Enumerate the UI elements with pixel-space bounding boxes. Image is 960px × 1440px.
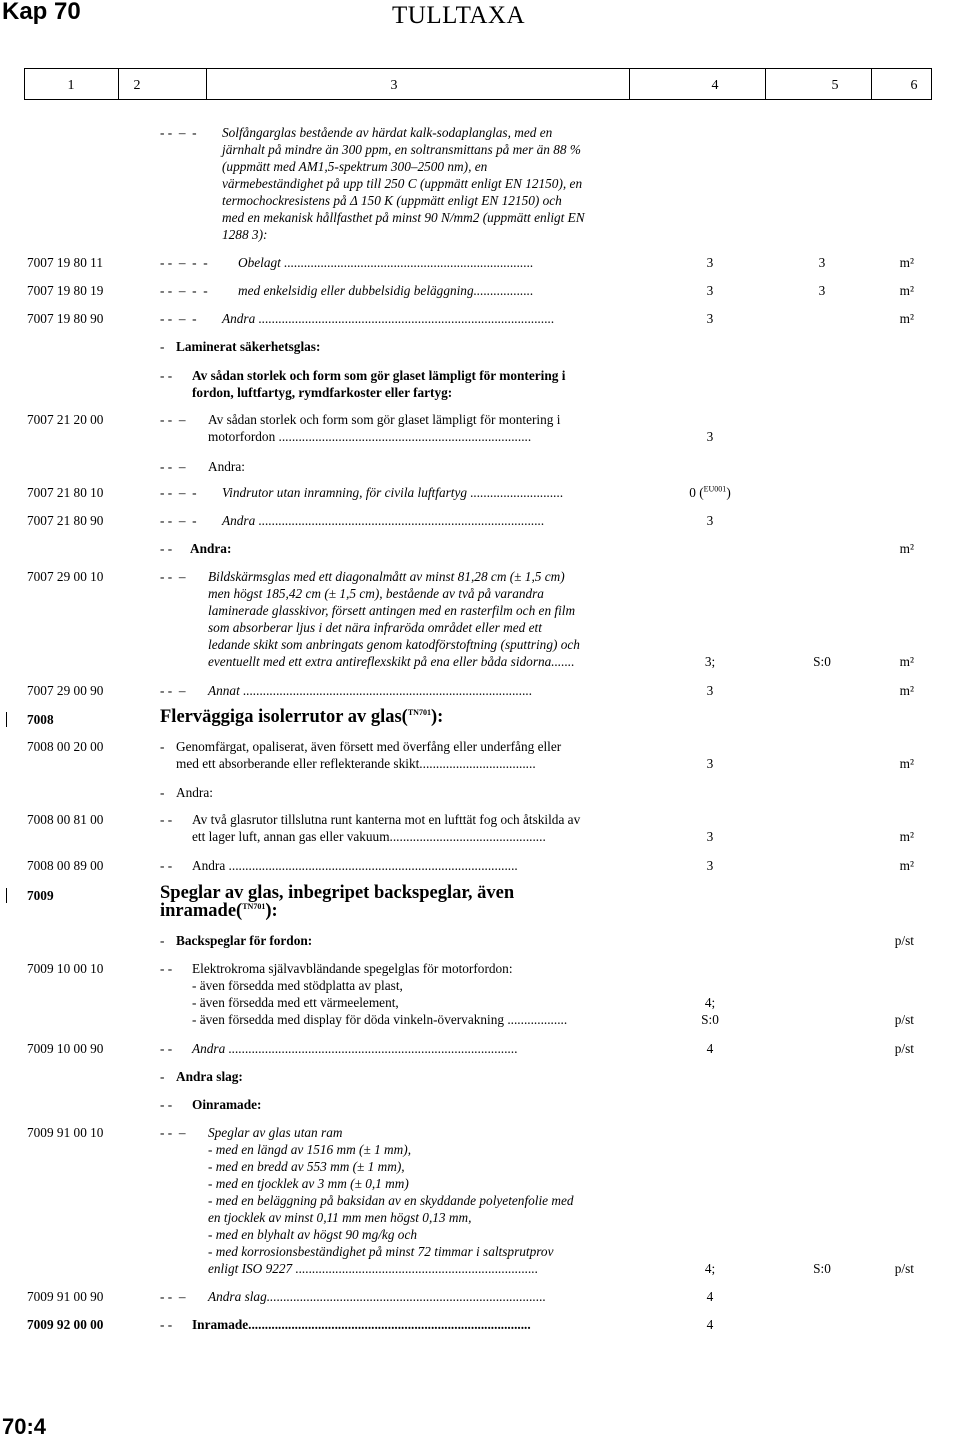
indent-dashes: - - – - <box>160 125 197 140</box>
tariff-code: 7009 91 00 90 <box>27 1289 104 1304</box>
unit: m² <box>899 756 914 771</box>
indent-dashes: - - – <box>160 1125 186 1140</box>
duty-rate: 3 <box>706 255 714 270</box>
description: Andra ...................................................................................... <box>222 513 545 528</box>
indent-dashes: - - – <box>160 1289 186 1304</box>
duty-rate: 3 <box>706 829 714 844</box>
description: Speglar av glas utan ram - med en längd av 1516 mm (± 1 mm), - med en bredd av 553 mm (± 1 mm), - med en tjocklek av 3 mm (± 0,1 mm) - med en beläggning på baksidan av en skyddande polyetenfolie med en tjocklek av minst 0,11 mm men högst 0,13 mm, - med en blyhalt av högst 90 mg/kg och - med korrosionsbeständighet på minst 72 timmar i saltsprutprov enligt ISO 9227 ......................................................................... <box>208 1125 574 1276</box>
duty-rate: 3 <box>706 858 714 873</box>
description: Andra ....................................................................................... <box>192 1041 518 1056</box>
duty-rate: 0 ($^{EU001}$) <box>689 484 731 500</box>
description: Andra ....................................................................................... <box>192 858 518 873</box>
description: Andra: <box>208 459 245 474</box>
indent-dashes: - - – - <box>160 311 197 326</box>
description: Andra slag.................................................................................... <box>208 1289 546 1304</box>
tariff-code: 7007 21 80 10 <box>27 485 104 500</box>
unit: m² <box>899 683 914 698</box>
document-title: TULLTAXA <box>392 2 526 29</box>
page-number: 70:4 <box>2 1414 47 1439</box>
duty-rate: 3 <box>706 311 714 326</box>
tariff-code: 7007 19 80 11 <box>27 255 103 270</box>
description: med enkelsidig eller dubbelsidig beläggning.................. <box>238 283 534 298</box>
indent-dashes: - - <box>160 812 173 827</box>
unit: p/st <box>894 933 914 948</box>
duty-rate: 3 <box>706 429 714 444</box>
description: Vindrutor utan inramning, för civila luftfartyg ............................ <box>222 485 564 500</box>
tariff-code: 7009 91 00 10 <box>27 1125 104 1140</box>
unit: p/st <box>894 1261 914 1276</box>
description: Oinramade: <box>192 1097 262 1112</box>
description: Av sådan storlek och form som gör glaset lämpligt för montering i motorfordon ............................................................................ <box>208 412 561 444</box>
column-number: 1 <box>67 78 75 93</box>
column-number: 5 <box>831 78 839 93</box>
unit: m² <box>899 829 914 844</box>
chapter-label: Kap 70 <box>2 0 81 25</box>
tariff-code: 7008 00 89 00 <box>27 858 104 873</box>
indent-dashes: - - – - - <box>160 255 208 270</box>
unit: m² <box>899 311 914 326</box>
description: Laminerat säkerhetsglas: <box>176 339 321 354</box>
special-rate: S:0 <box>813 1261 831 1276</box>
column-divider <box>206 69 207 99</box>
column-number: 6 <box>910 78 918 93</box>
tariff-code: 7007 19 80 90 <box>27 311 104 326</box>
change-marker <box>6 888 7 903</box>
column-divider <box>765 69 766 99</box>
indent-dashes: - - <box>160 1097 173 1112</box>
duty-rate: 3; <box>704 654 716 669</box>
indent-dashes: - - – - - <box>160 283 208 298</box>
description: Andra slag: <box>176 1069 243 1084</box>
tariff-code: 7007 21 20 00 <box>27 412 104 427</box>
tariff-code: 7007 29 00 10 <box>27 569 104 584</box>
indent-dashes: - <box>160 339 165 354</box>
description: Av två glasrutor tillslutna runt kanterna mot en lufttät fog och åtskilda av ett lager luft, annan gas eller vakuum............................................... <box>192 812 581 844</box>
unit: m² <box>899 654 914 669</box>
indent-dashes: - - <box>160 961 173 976</box>
description: Speglar av glas, inbegripet backspeglar, även inramade($^{TN701}$): <box>160 883 515 921</box>
description: Inramade..................................................................................... <box>192 1317 531 1332</box>
tariff-code: 7009 <box>27 888 54 903</box>
tariff-code: 7008 00 81 00 <box>27 812 104 827</box>
description: Andra: <box>176 785 213 800</box>
description: Annat ....................................................................................... <box>208 683 533 698</box>
indent-dashes: - <box>160 739 165 754</box>
special-rate: 3 <box>818 255 826 270</box>
indent-dashes: - - <box>160 1041 173 1056</box>
indent-dashes: - <box>160 933 165 948</box>
duty-rate: 3 <box>706 283 714 298</box>
indent-dashes: - - <box>160 541 173 556</box>
column-divider <box>118 69 119 99</box>
column-divider <box>871 69 872 99</box>
column-number: 3 <box>390 78 398 93</box>
duty-rate: 4; S:0 <box>701 995 719 1027</box>
tariff-code: 7007 21 80 90 <box>27 513 104 528</box>
tariff-code: 7009 10 00 90 <box>27 1041 104 1056</box>
description: Elektrokroma självavbländande spegelglas för motorfordon: - även försedda med stödplatta av plast, - även försedda med ett värmeelement, - även försedda med display för döda vinkeln-övervakning .................. <box>192 961 568 1027</box>
duty-rate: 4 <box>706 1317 714 1332</box>
column-divider <box>629 69 630 99</box>
indent-dashes: - - – <box>160 683 186 698</box>
duty-rate: 3 <box>706 756 714 771</box>
description: Genomfärgat, opaliserat, även försett med överfång eller underfång eller med ett absorberande eller reflekterande skikt................................... <box>176 739 562 771</box>
unit: m² <box>899 541 914 556</box>
tariff-code: 7007 19 80 19 <box>27 283 104 298</box>
indent-dashes: - - <box>160 1317 173 1332</box>
unit: m² <box>899 858 914 873</box>
indent-dashes: - <box>160 1069 165 1084</box>
duty-rate: 3 <box>706 513 714 528</box>
unit: m² <box>899 255 914 270</box>
change-marker <box>6 712 7 727</box>
special-rate: 3 <box>818 283 826 298</box>
indent-dashes: - <box>160 785 165 800</box>
indent-dashes: - - – - <box>160 513 197 528</box>
indent-dashes: - - – <box>160 569 186 584</box>
footnote-ref: TN701 <box>242 901 266 911</box>
special-rate: S:0 <box>813 654 831 669</box>
description: Solfångarglas bestående av härdat kalk-sodaplanglas, med en järnhalt på mindre än 300 ppm, en soltransmittans på mer än 88 % (uppmätt med AM1,5-spektrum 300–2500 nm), en värmebeständighet på upp till 250 C (uppmätt enligt EN 12150), en termochockresistens på Δ 150 K (uppmätt enligt EN 12150) och med en mekanisk hållfasthet på minst 90 N/mm2 (uppmätt enligt EN 1288 3): <box>222 125 585 242</box>
footnote-ref: TN701 <box>407 707 431 717</box>
tariff-code: 7009 10 00 10 <box>27 961 104 976</box>
description: Andra: <box>190 541 232 556</box>
tariff-code: 7009 92 00 00 <box>27 1317 104 1332</box>
description: Bildskärmsglas med ett diagonalmått av minst 81,28 cm (± 1,5 cm) men högst 185,42 cm (± 1,5 cm), bestående av två på varandra laminerade glasskivor, försett antingen med en rasterfilm och en film som absorberar ljus i det nära infraröda området eller med ett ledande skikt som anbringats genom katodförstoftning (sputtring) och eventuellt med ett extra antireflexskikt på ena eller båda sidorna....... <box>208 569 580 669</box>
column-header <box>24 68 932 100</box>
unit: m² <box>899 283 914 298</box>
description: Andra ......................................................................................... <box>222 311 555 326</box>
indent-dashes: - - – <box>160 459 186 474</box>
description: Obelagt ........................................................................... <box>238 255 534 270</box>
tariff-code: 7007 29 00 90 <box>27 683 104 698</box>
tariff-code: 7008 00 20 00 <box>27 739 104 754</box>
indent-dashes: - - <box>160 858 173 873</box>
tariff-code: 7008 <box>27 712 54 727</box>
indent-dashes: - - – <box>160 412 186 427</box>
column-number: 4 <box>711 78 719 93</box>
description: Av sådan storlek och form som gör glaset lämpligt för montering i fordon, luftfartyg, rymdfarkoster eller fartyg: <box>192 368 566 400</box>
duty-rate: 3 <box>706 683 714 698</box>
duty-rate: 4 <box>706 1289 714 1304</box>
unit: p/st <box>894 1012 914 1027</box>
indent-dashes: - - – - <box>160 485 197 500</box>
unit: p/st <box>894 1041 914 1056</box>
duty-rate: 4; <box>704 1261 716 1276</box>
duty-rate: 4 <box>706 1041 714 1056</box>
column-number: 2 <box>133 78 141 93</box>
description: Flerväggiga isolerrutor av glas($^{TN701}$): <box>160 707 444 727</box>
description: Backspeglar för fordon: <box>176 933 313 948</box>
indent-dashes: - - <box>160 368 173 383</box>
